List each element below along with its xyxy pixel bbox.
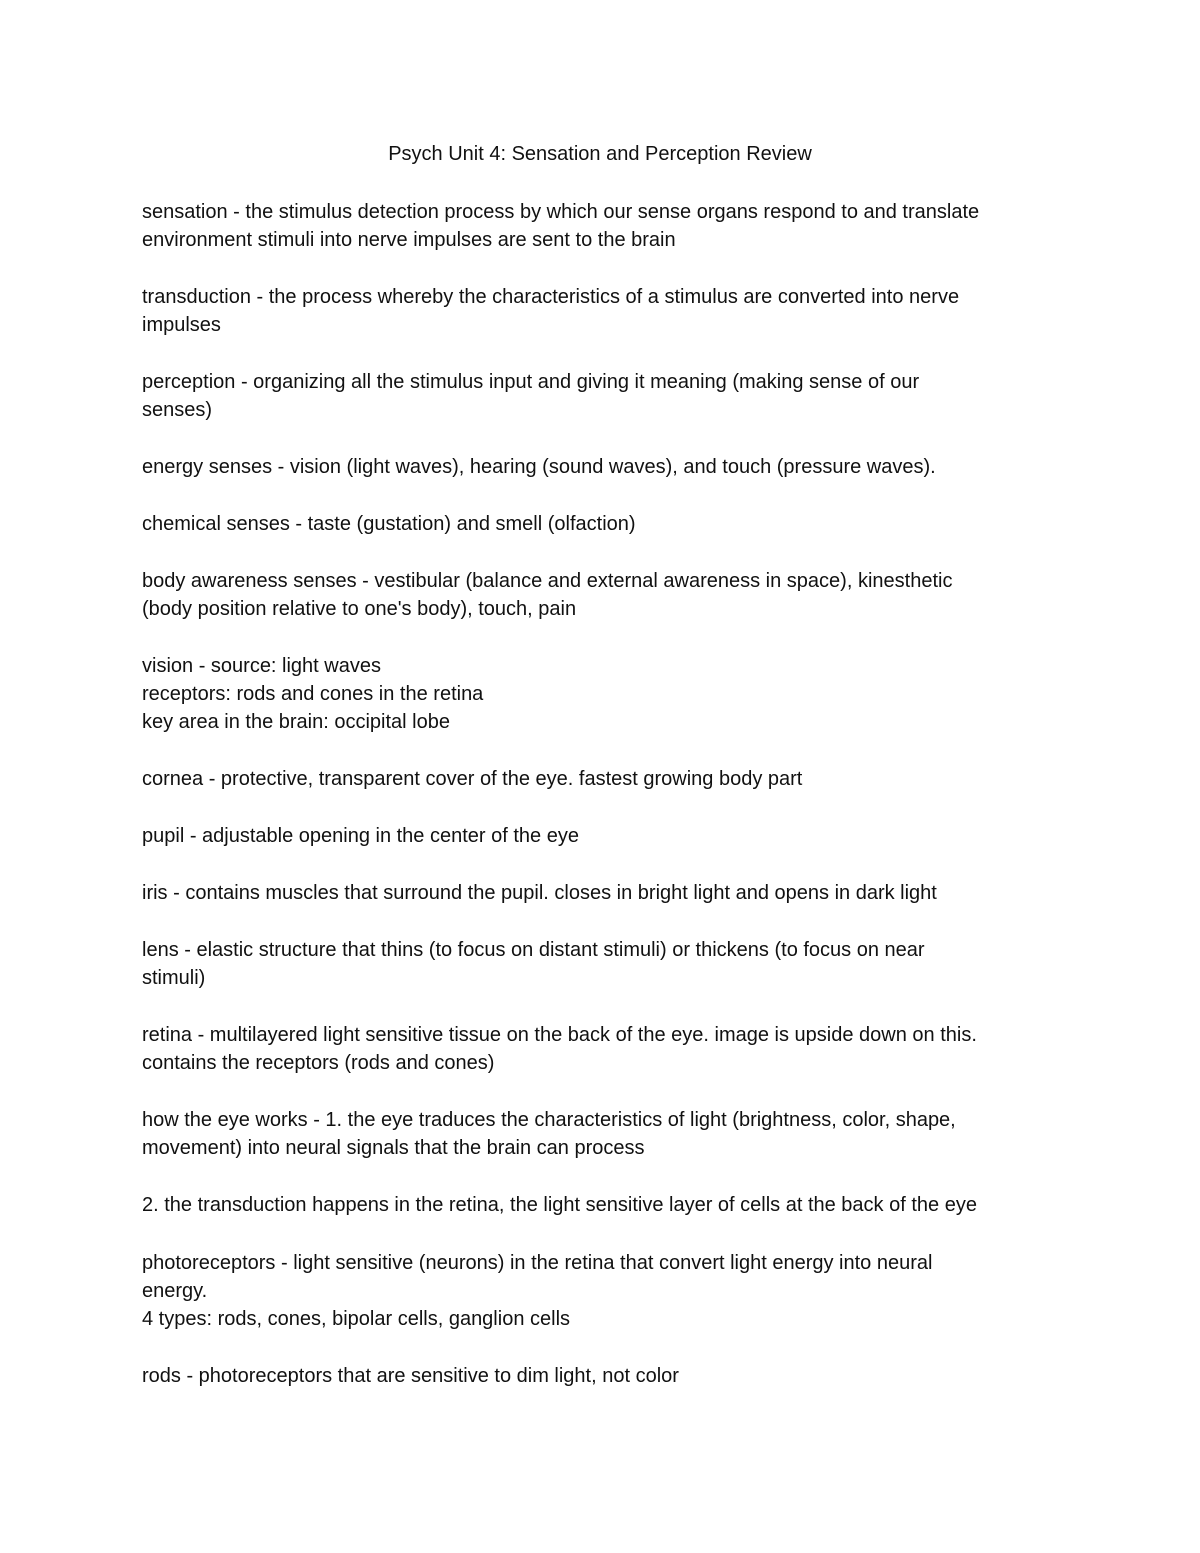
page-title: Psych Unit 4: Sensation and Perception Review bbox=[388, 143, 812, 165]
text-line: energy. bbox=[142, 1280, 208, 1302]
text-line: receptors: rods and cones in the retina bbox=[142, 683, 484, 705]
text-line: contains the receptors (rods and cones) bbox=[142, 1052, 495, 1074]
text-line: key area in the brain: occipital lobe bbox=[142, 711, 450, 733]
text-line: chemical senses - taste (gustation) and smell (olfaction) bbox=[142, 513, 636, 535]
text-line: impulses bbox=[142, 314, 221, 336]
text-line: retina - multilayered light sensitive tissue on the back of the eye. image is upside down on this. bbox=[142, 1024, 977, 1046]
text-line: movement) into neural signals that the brain can process bbox=[142, 1137, 645, 1159]
text-line: (body position relative to one's body), touch, pain bbox=[142, 598, 577, 620]
text-line: environment stimuli into nerve impulses are sent to the brain bbox=[142, 229, 676, 251]
text-line: 4 types: rods, cones, bipolar cells, ganglion cells bbox=[142, 1308, 571, 1330]
text-line: sensation - the stimulus detection process by which our sense organs respond to and translate bbox=[142, 201, 980, 223]
text-line: photoreceptors - light sensitive (neurons) in the retina that convert light energy into neural bbox=[142, 1252, 933, 1274]
text-line: energy senses - vision (light waves), hearing (sound waves), and touch (pressure waves). bbox=[142, 456, 936, 478]
text-line: iris - contains muscles that surround the pupil. closes in bright light and opens in dark light bbox=[142, 882, 937, 904]
text-line: body awareness senses - vestibular (balance and external awareness in space), kinesthetic bbox=[142, 570, 953, 592]
text-line: cornea - protective, transparent cover of the eye. fastest growing body part bbox=[142, 768, 803, 790]
text-line: senses) bbox=[142, 399, 213, 421]
text-line: lens - elastic structure that thins (to focus on distant stimuli) or thickens (to focus on near bbox=[142, 939, 925, 961]
text-line: stimuli) bbox=[142, 967, 206, 989]
text-line: vision - source: light waves bbox=[142, 655, 381, 677]
text-line: rods - photoreceptors that are sensitive to dim light, not color bbox=[142, 1365, 679, 1387]
text-line: transduction - the process whereby the characteristics of a stimulus are converted into nerve bbox=[142, 286, 960, 308]
text-line: pupil - adjustable opening in the center of the eye bbox=[142, 825, 579, 847]
text-line: how the eye works - 1. the eye traduces the characteristics of light (brightness, color, shape, bbox=[142, 1109, 956, 1131]
text-line: 2. the transduction happens in the retina, the light sensitive layer of cells at the back of the eye bbox=[142, 1194, 977, 1216]
text-line: perception - organizing all the stimulus input and giving it meaning (making sense of our bbox=[142, 371, 920, 393]
